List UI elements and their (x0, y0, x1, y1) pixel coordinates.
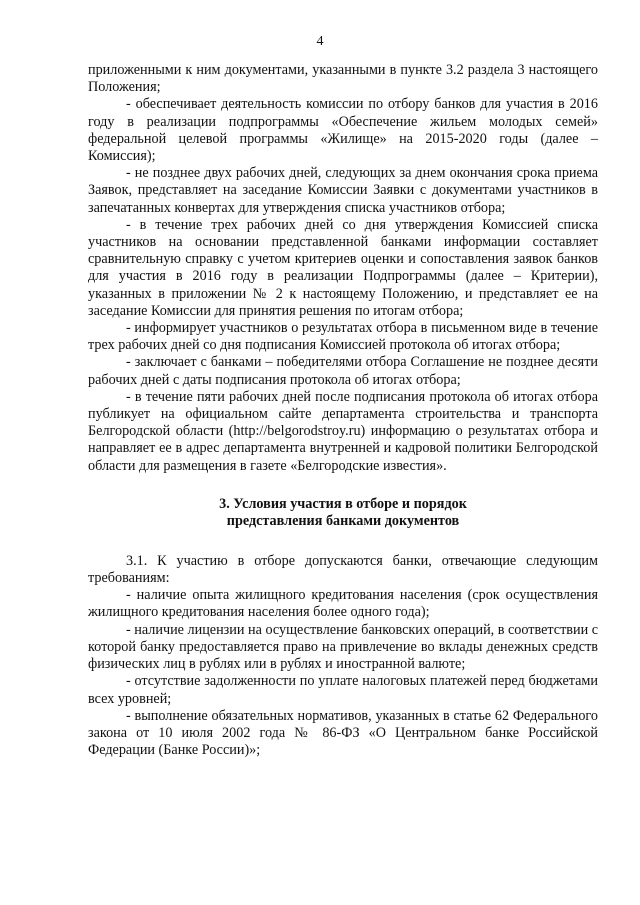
list-item-commission-activity: - обеспечивает деятельность комиссии по отбору банков для участия в 2016 году в реализации подпрограммы «Обеспечение жильем молодых семей» федеральной целевой программы «Жилище» на 2015-2020 годы (далее – Комиссия); (88, 96, 598, 165)
section-heading (88, 496, 598, 531)
requirement-banking-license: - наличие лицензии на осуществление банковских операций, в соответствии с которой банку предоставляется право на привлечение во вклады денежных средств физических лиц в рублях или в рублях и иностранной валюте; (88, 621, 599, 673)
list-item-comparative-reference: - в течение трех рабочих дней со дня утверждения Комиссией списка участников на основании представленной банками информации составляет сравнительную справку с учетом критериев оценки и сопоставления заявок банков для участия в 2016 году в реализации Подпрограммы (далее – Критерии), указанных в приложении № 2 к настоящему Положению, и представляет ее на заседание Комиссии для принятия решения по итогам отбора; (88, 216, 598, 319)
clause-3-1: 3.1. К участию в отборе допускаются банки, отвечающие следующим требованиям: (88, 552, 598, 587)
list-item-conclude-agreement: - заключает с банками – победителями отбора Соглашение не позднее десяти рабочих дней с даты подписания протокола об итогах отбора; (88, 354, 598, 388)
paragraph-continuation: приложенными к ним документами, указанными в пункте 3.2 раздела 3 настоящего Положения; (88, 62, 598, 96)
requirement-no-tax-debt: - отсутствие задолженности по уплате налоговых платежей перед бюджетами всех уровней; (88, 673, 598, 707)
section-heading-line-2: представления банками документов (226, 513, 460, 530)
list-item-publish-results: - в течение пяти рабочих дней после подписания протокола об итогах отбора публикует на официальном сайте департамента строительства и транспорта Белгородской области (http://belgorodstroy.ru) информацию о результатах отбора и направляет ее в адрес департамента внутренней и кадровой политики Белгородской области для размещения в газете «Белгородские известия». (88, 388, 598, 474)
section-heading-line-1: 3. Условия участия в отборе и порядок (219, 495, 467, 512)
requirement-lending-experience: - наличие опыта жилищного кредитования населения (срок осуществления жилищного кредитования населения более одного года); (88, 587, 598, 621)
list-item-submit-applications: - не позднее двух рабочих дней, следующих за днем окончания срока приема Заявок, представляет на заседание Комиссии Заявки с документами участников в запечатанных конвертах для утверждения списка участников отбора; (88, 165, 598, 216)
requirement-mandatory-ratios: - выполнение обязательных нормативов, указанных в статье 62 Федерального закона от 10 июля 2002 года № 86-ФЗ «О Центральном банке Российской Федерации (Банке России)»; (88, 707, 598, 759)
document-body (88, 62, 598, 759)
page-number: 4 (316, 34, 324, 49)
list-item-inform-participants: - информирует участников о результатах отбора в письменном виде в течение трех рабочих дней со дня подписания Комиссией протокола об итогах отбора; (88, 320, 598, 354)
